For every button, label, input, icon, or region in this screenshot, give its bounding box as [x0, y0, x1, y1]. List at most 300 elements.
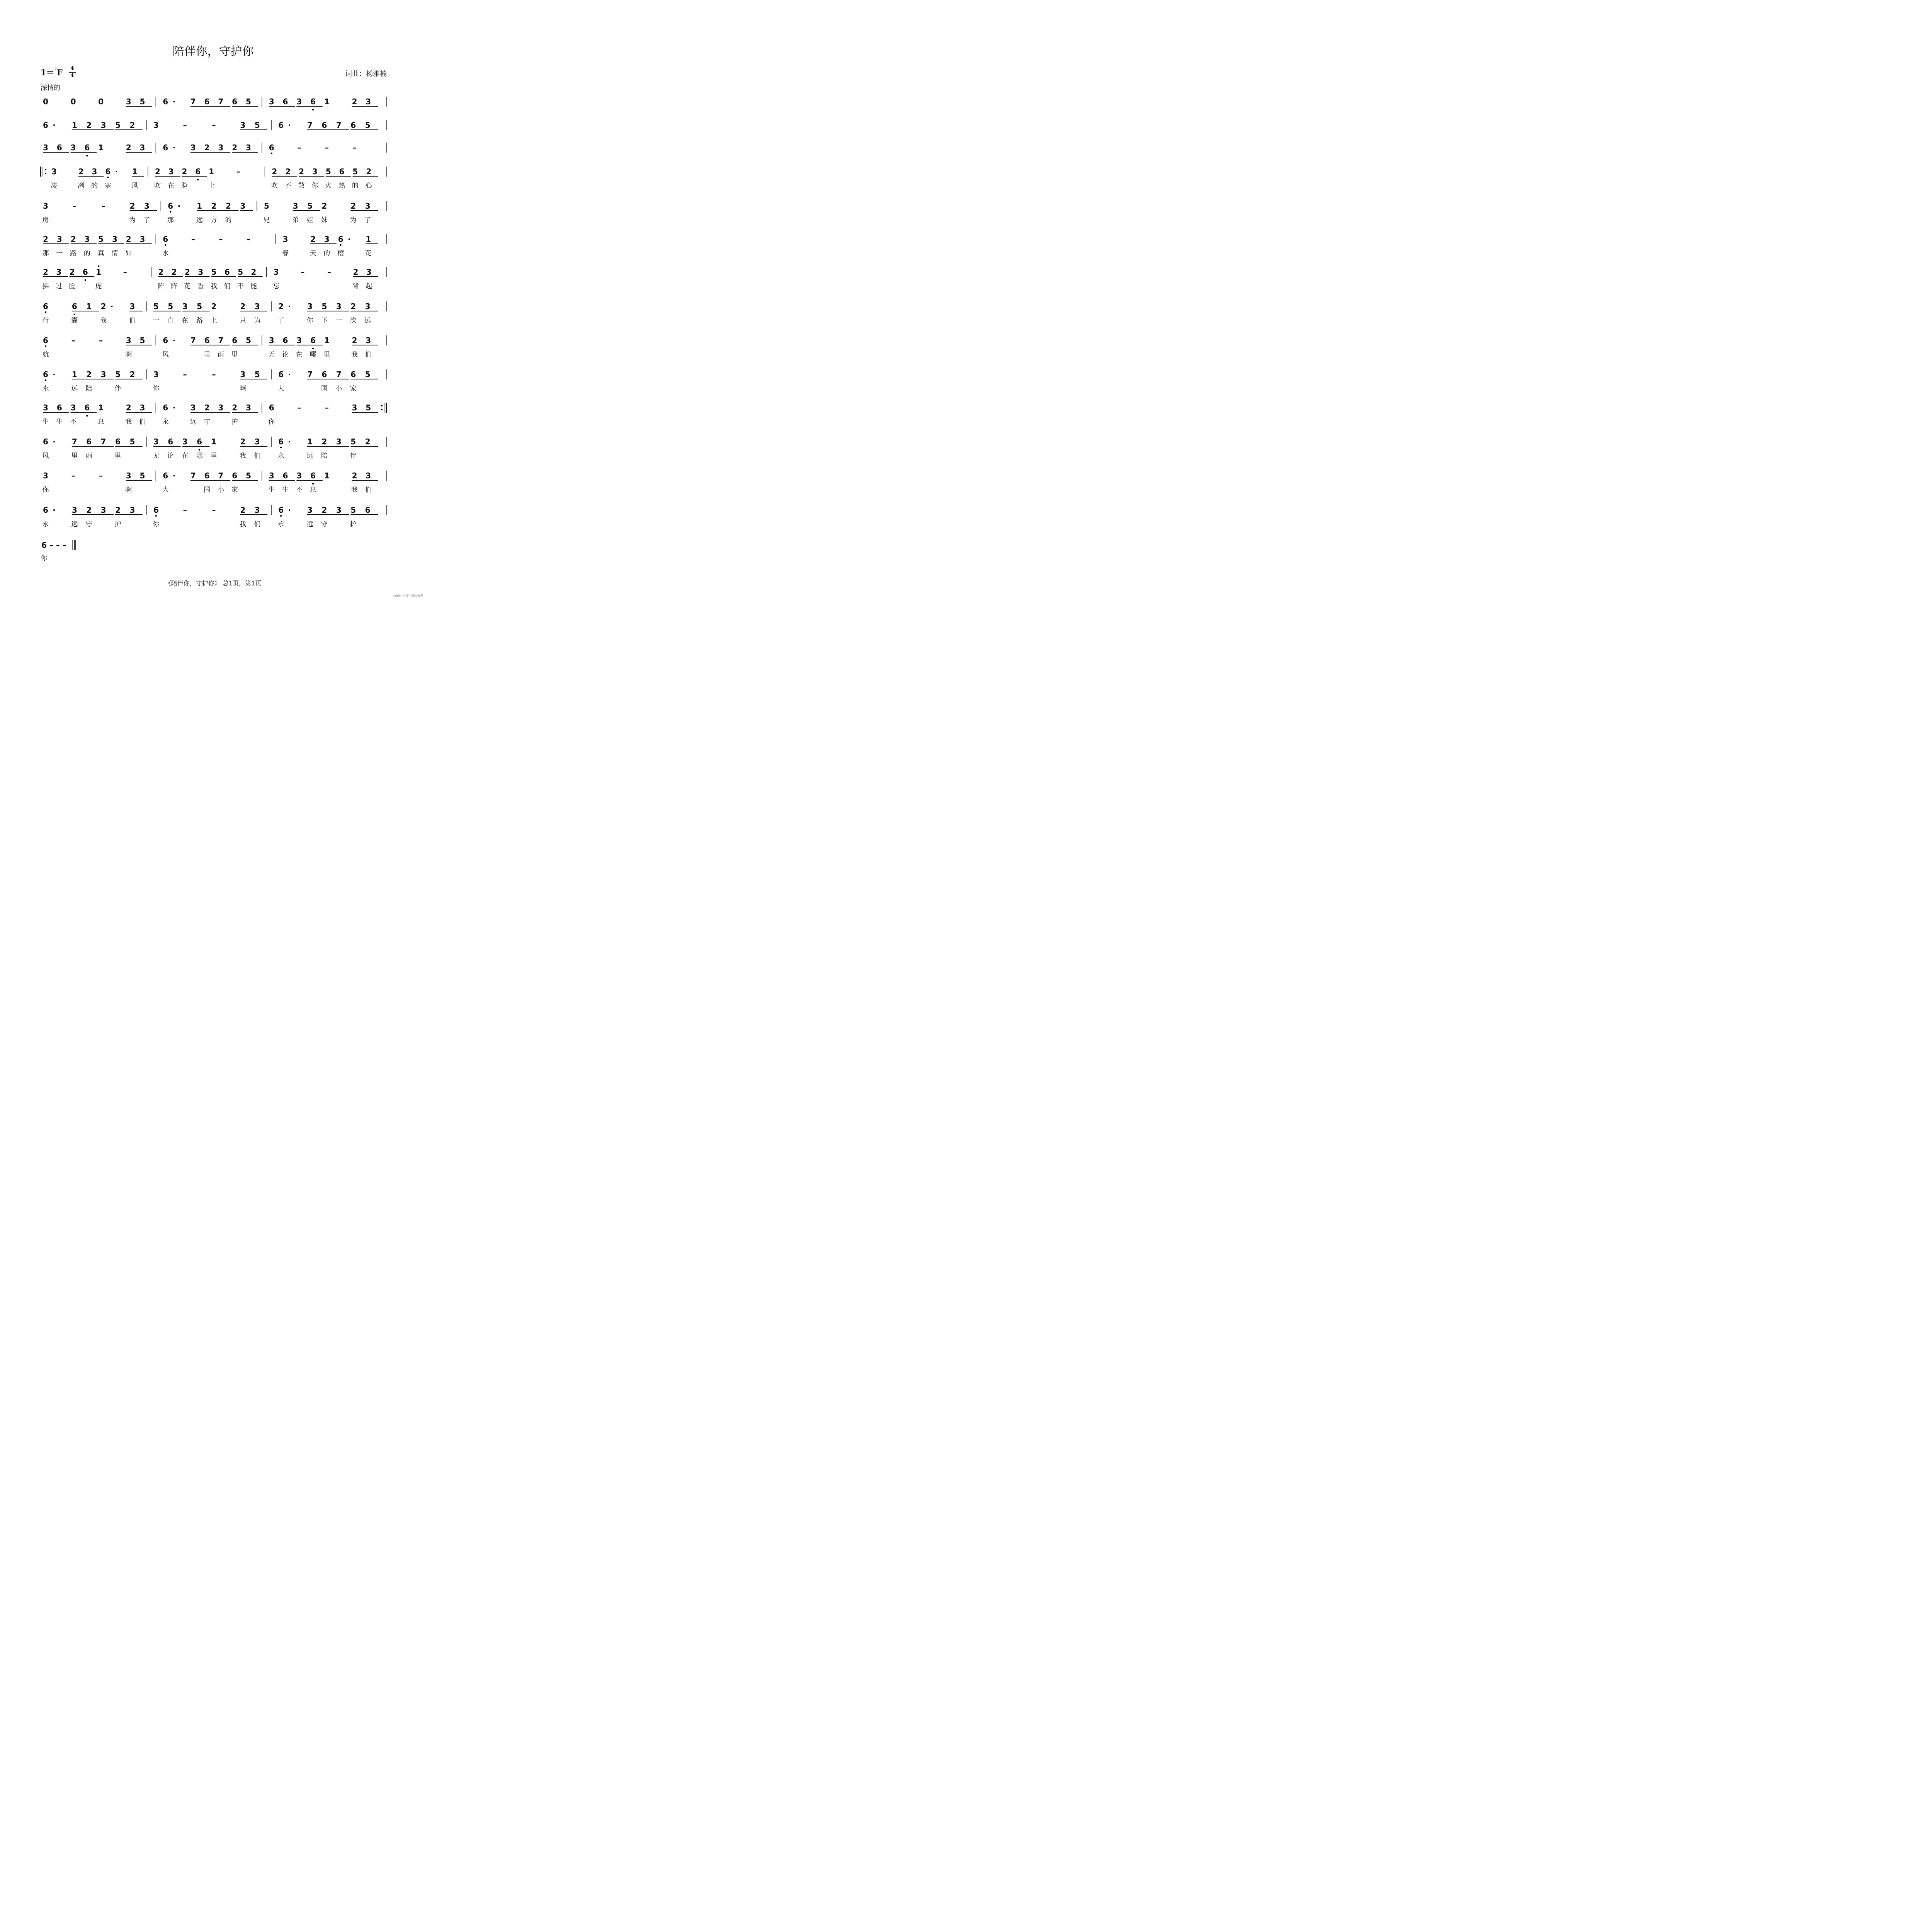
jianpu-note: 3 — [254, 302, 260, 311]
lyric-char: 国 — [204, 486, 211, 494]
jianpu-note: 6 — [204, 471, 210, 480]
jianpu-note: 7 — [190, 471, 196, 480]
augmentation-dot: · — [172, 471, 176, 480]
jianpu-note: 3 — [153, 121, 159, 130]
jianpu-note: 6 — [43, 505, 48, 515]
augmentation-dot: · — [288, 121, 291, 130]
lyric-char: 们 — [129, 317, 136, 325]
jianpu-note: 6 — [269, 403, 274, 412]
jianpu-note: 3 — [269, 471, 274, 480]
jianpu-note: 3 — [168, 167, 174, 176]
lyric-char: 热 — [338, 182, 345, 190]
jianpu-note: 3 — [324, 235, 330, 244]
lyric-char: 们 — [365, 351, 372, 359]
jianpu-note: 6 — [350, 370, 356, 379]
lyric-char: 守 — [321, 520, 328, 528]
augmentation-dot: · — [53, 370, 56, 379]
lyric-char: 们 — [254, 520, 261, 528]
jianpu-note: 2 — [100, 302, 106, 311]
lower-octave-dot — [340, 244, 341, 246]
dash-note: – — [327, 267, 331, 277]
lyric-char: 背 — [352, 282, 359, 290]
jianpu-note: 5 — [245, 97, 251, 106]
jianpu-note: 2 — [352, 336, 357, 345]
lyric-char: 花 — [184, 282, 191, 290]
lyric-char: 姐 — [306, 216, 313, 224]
jianpu-note: 5 — [254, 121, 260, 130]
repeat-dot — [45, 173, 46, 174]
jianpu-note: 2 — [352, 97, 357, 106]
numbered-notation-staff — [0, 0, 426, 568]
jianpu-note: 3 — [254, 437, 260, 446]
jianpu-note: 3 — [273, 267, 279, 277]
jianpu-note: 2 — [43, 235, 48, 244]
lyric-char: 阵 — [157, 282, 164, 290]
jianpu-note: 6 — [278, 121, 284, 130]
lower-octave-dot — [312, 109, 314, 111]
dash-note: – — [301, 267, 305, 277]
jianpu-note: 1 — [307, 437, 313, 446]
jianpu-note: 6 — [310, 97, 316, 106]
jianpu-note: 2 — [321, 201, 327, 211]
jianpu-note: 3 — [365, 302, 371, 311]
jianpu-note: 6 — [163, 403, 168, 412]
lyric-char: 春 — [282, 250, 289, 257]
jianpu-note: 1 — [324, 336, 330, 345]
jianpu-note: 5 — [129, 437, 135, 446]
lyric-char: 里 — [211, 452, 217, 460]
jianpu-note: 5 — [350, 437, 356, 446]
jianpu-note: 3 — [218, 403, 224, 412]
jianpu-note: 2 — [232, 143, 238, 152]
jianpu-note: 7 — [307, 121, 313, 130]
lyric-char: 樱 — [337, 250, 344, 257]
jianpu-note: 5 — [139, 97, 145, 106]
jianpu-note: 3 — [366, 471, 371, 480]
jianpu-note: 3 — [126, 471, 131, 480]
lyric-char: 我 — [239, 452, 246, 460]
jianpu-note: 5 — [139, 471, 145, 480]
jianpu-note: 2 — [126, 235, 131, 244]
lyric-char: 生 — [282, 486, 289, 494]
jianpu-note: 6 — [204, 336, 210, 345]
jianpu-note: 3 — [312, 167, 318, 176]
lyric-char: 弟 — [292, 216, 299, 224]
lyric-char: 护 — [350, 520, 357, 528]
lyric-char: 一 — [335, 317, 342, 325]
dash-note: – — [183, 505, 187, 515]
lower-octave-dot — [165, 244, 166, 246]
jianpu-note: 3 — [190, 403, 196, 412]
jianpu-note: 6 — [43, 437, 48, 446]
lyric-char: 吹 — [271, 182, 278, 190]
lyric-char: 那 — [42, 250, 49, 257]
lyric-char: 里 — [231, 351, 238, 359]
jianpu-note: 3 — [366, 336, 371, 345]
dash-note: – — [71, 471, 75, 480]
jianpu-note: 2 — [129, 201, 135, 211]
jianpu-note: 6 — [282, 97, 288, 106]
jianpu-note: 3 — [182, 302, 188, 311]
jianpu-note: 2 — [321, 437, 327, 446]
lyric-char: 不 — [237, 282, 244, 290]
jianpu-note: 3 — [245, 403, 251, 412]
jianpu-note: 6 — [232, 97, 238, 106]
augmentation-dot: · — [172, 143, 176, 152]
dash-note: – — [352, 143, 357, 152]
lyric-char: 脸 — [181, 182, 188, 190]
jianpu-note: 7 — [218, 97, 224, 106]
dash-note: – — [212, 121, 216, 130]
jianpu-note: 5 — [115, 121, 121, 130]
lyric-char: 我 — [351, 486, 358, 494]
jianpu-note: 3 — [126, 97, 131, 106]
dash-note: – — [325, 403, 329, 412]
jianpu-note: 6 — [84, 143, 90, 152]
jianpu-note: 3 — [282, 235, 288, 244]
jianpu-note: 5 — [365, 121, 371, 130]
jianpu-note: 2 — [115, 505, 121, 515]
jianpu-note: 3 — [43, 471, 48, 480]
jianpu-note: 6 — [168, 201, 173, 211]
meter-bottom: 4 — [70, 73, 74, 79]
lower-octave-dot — [199, 449, 200, 451]
lyric-char: 永 — [42, 385, 49, 393]
lyric-char: 你 — [268, 418, 275, 426]
jianpu-note: 3 — [198, 267, 204, 277]
lyric-char: 远 — [306, 520, 313, 528]
jianpu-note: 3 — [182, 437, 188, 446]
augmentation-dot: · — [53, 437, 56, 446]
lyric-char: 小 — [217, 486, 224, 494]
lyric-char: 护 — [114, 520, 121, 528]
lyric-char: 在 — [296, 351, 303, 359]
lower-octave-dot — [45, 311, 46, 313]
jianpu-note: 2 — [365, 437, 371, 446]
lyric-char: 路 — [196, 317, 203, 325]
jianpu-note: 6 — [163, 471, 168, 480]
lyric-char: 论 — [282, 351, 289, 359]
jianpu-note: 2 — [43, 267, 48, 277]
lyric-char: 过 — [55, 282, 62, 290]
jianpu-note: 2 — [240, 437, 246, 446]
jianpu-note: 3 — [129, 302, 135, 311]
final-measure-notes: 6 – – – — [41, 541, 66, 550]
lyric-char: 你 — [311, 182, 318, 190]
jianpu-note: 3 — [296, 471, 302, 480]
lyric-char: 天 — [310, 250, 316, 257]
lyric-char: 你 — [153, 520, 160, 528]
lyric-char: 大 — [277, 385, 284, 393]
lyric-char: 远 — [364, 317, 371, 325]
jianpu-note: 6 — [232, 336, 238, 345]
lyric-char: 囊 — [71, 317, 78, 325]
jianpu-note: 3 — [56, 267, 62, 277]
jianpu-note: 3 — [100, 121, 106, 130]
jianpu-note: 2 — [366, 167, 372, 176]
jianpu-note: 3 — [139, 235, 145, 244]
lyric-char: 行 — [42, 317, 49, 325]
lyric-char: 直 — [167, 317, 174, 325]
lyric-char: 陪 — [321, 452, 328, 460]
jianpu-note: 2 — [204, 143, 210, 152]
lyric-char: 了 — [277, 317, 284, 325]
jianpu-note: 2 — [158, 267, 164, 277]
jianpu-note: 3 — [126, 336, 131, 345]
jianpu-note: 5 — [365, 370, 371, 379]
jianpu-note: 3 — [129, 505, 135, 515]
jianpu-note: 2 — [129, 370, 135, 379]
jianpu-note: 2 — [285, 167, 291, 176]
lyric-char: 为 — [129, 216, 136, 224]
lower-octave-dot — [45, 379, 46, 381]
jianpu-note: 6 — [163, 336, 168, 345]
lyric-char: 们 — [224, 282, 231, 290]
meter-top: 4 — [70, 65, 74, 71]
repeat-dot — [381, 409, 383, 410]
lyric-char: 房 — [42, 216, 49, 224]
lower-octave-dot — [280, 447, 282, 448]
dash-note: – — [191, 235, 195, 244]
lyric-char: 永 — [277, 520, 284, 528]
jianpu-note: 6 — [310, 471, 316, 480]
jianpu-note: 7 — [336, 370, 342, 379]
lyric-char: 雨 — [85, 452, 92, 460]
lower-octave-dot — [86, 415, 88, 417]
lyric-char: 心 — [365, 182, 372, 190]
lyric-char: 真 — [97, 250, 104, 257]
lyric-char: 国 — [321, 385, 328, 393]
jianpu-note: 3 — [336, 437, 342, 446]
lyric-char: 兄 — [263, 216, 270, 224]
jianpu-note: 6 — [56, 143, 62, 152]
jianpu-note: 7 — [100, 437, 106, 446]
lyric-char: 下 — [321, 317, 328, 325]
jianpu-note: 6 — [105, 167, 111, 176]
page-footer: 《陪伴你，守护你》 总1页，第1页 — [165, 580, 262, 587]
jianpu-note: 6 — [43, 370, 48, 379]
jianpu-note: 6 — [282, 471, 288, 480]
jianpu-note: 1 — [366, 235, 371, 244]
lyric-char: 你 — [306, 317, 313, 325]
lyric-char: 花 — [365, 250, 372, 257]
jianpu-note: 6 — [338, 235, 344, 244]
dash-note: – — [183, 370, 187, 379]
tempo-marking: 深情的 — [41, 84, 60, 92]
jianpu-note: 6 — [195, 167, 201, 176]
jianpu-note: 3 — [296, 336, 302, 345]
repeat-dot — [45, 169, 46, 170]
jianpu-note: 2 — [353, 267, 359, 277]
lyric-char: 方 — [211, 216, 217, 224]
jianpu-note: 5 — [254, 370, 260, 379]
jianpu-note: 3 — [92, 167, 97, 176]
lyric-char: 的 — [225, 216, 232, 224]
jianpu-note: 1 — [98, 143, 104, 152]
lyric-char: 的 — [352, 182, 359, 190]
jianpu-note: 3 — [307, 505, 313, 515]
lyric-char: 里 — [114, 452, 121, 460]
jianpu-note: 6 — [153, 505, 159, 515]
lyric-char: 啊 — [125, 351, 132, 359]
lyric-char: 里 — [323, 351, 330, 359]
dash-note: – — [325, 143, 329, 152]
lyric-char: 凌 — [51, 182, 58, 190]
jianpu-note: 1 — [211, 437, 217, 446]
lower-octave-dot — [271, 153, 272, 154]
dash-note: – — [183, 121, 187, 130]
jianpu-note: 3 — [100, 505, 106, 515]
jianpu-note: 6 — [310, 336, 316, 345]
lower-octave-dot — [86, 155, 88, 156]
jianpu-note: 2 — [155, 167, 160, 176]
lyric-char: 情 — [111, 250, 118, 257]
lyric-char: 永 — [42, 520, 49, 528]
lyric-char: 们 — [139, 418, 146, 426]
jianpu-note: 5 — [325, 167, 331, 176]
jianpu-note: 3 — [218, 143, 224, 152]
jianpu-note: 2 — [171, 267, 177, 277]
jianpu-note: 7 — [71, 437, 77, 446]
lyric-char: 了 — [143, 216, 150, 224]
lyric-char: 家 — [231, 486, 238, 494]
jianpu-note: 2 — [240, 302, 246, 311]
jianpu-note: 3 — [139, 143, 145, 152]
jianpu-note: 3 — [56, 235, 62, 244]
jianpu-note: 6 — [350, 121, 356, 130]
lyric-char: 为 — [254, 317, 261, 325]
jianpu-note: 3 — [254, 505, 260, 515]
lyric-char: 息 — [97, 418, 104, 426]
augmentation-dot: · — [53, 121, 56, 130]
jianpu-note: 3 — [293, 201, 298, 211]
lyric-char: 生 — [56, 418, 63, 426]
augmentation-dot: · — [110, 302, 114, 311]
jianpu-note: 2 — [352, 471, 357, 480]
lyric-char: 不 — [284, 182, 291, 190]
jianpu-note: 7 — [218, 336, 224, 345]
lyric-char: 永 — [277, 452, 284, 460]
lyric-char: 我 — [100, 317, 107, 325]
lyric-char: 生 — [268, 486, 275, 494]
jianpu-note: 5 — [197, 302, 202, 311]
jianpu-note: 1 — [197, 201, 202, 211]
jianpu-note: 3 — [336, 505, 342, 515]
lyric-char: 哪 — [196, 452, 203, 460]
jianpu-note: 6 — [232, 471, 238, 480]
lyric-char: 不 — [70, 418, 77, 426]
jianpu-note: 1 — [324, 97, 330, 106]
jianpu-note: 2 — [126, 403, 131, 412]
dash-note: – — [212, 505, 216, 515]
jianpu-note: 2 — [204, 403, 210, 412]
jianpu-note: 5 — [153, 302, 159, 311]
augmentation-dot: · — [172, 97, 176, 106]
jianpu-note: 2 — [299, 167, 304, 176]
augmentation-dot: · — [288, 370, 291, 379]
jianpu-note: 3 — [365, 201, 371, 211]
lyric-char: 路 — [70, 250, 77, 257]
lyric-char: 我 — [239, 520, 246, 528]
lyric-char: 风 — [42, 452, 49, 460]
lower-octave-dot — [45, 345, 46, 347]
watermark: 本曲谱上传于 中国曲谱网 — [392, 594, 423, 597]
jianpu-note: 2 — [182, 167, 187, 176]
jianpu-note: 5 — [245, 471, 251, 480]
lyric-char: 的 — [323, 250, 330, 257]
jianpu-note: 6 — [115, 437, 121, 446]
jianpu-note: 2 — [321, 505, 327, 515]
augmentation-dot: · — [288, 505, 291, 515]
lyric-char: 风 — [162, 351, 169, 359]
jianpu-note: 6 — [321, 121, 327, 130]
jianpu-note: 5 — [168, 302, 173, 311]
lyric-char: 航 — [42, 351, 49, 359]
lyric-char: 阵 — [171, 282, 178, 290]
jianpu-note: 3 — [366, 97, 371, 106]
dash-note: – — [123, 267, 127, 277]
lower-octave-dot — [197, 179, 199, 180]
jianpu-note: 5 — [264, 201, 269, 211]
lyric-char: 上 — [211, 317, 217, 325]
lyric-char: 伴 — [114, 385, 121, 393]
jianpu-note: 3 — [71, 505, 77, 515]
jianpu-note: 7 — [190, 336, 196, 345]
jianpu-note: 3 — [43, 143, 48, 152]
jianpu-note: 5 — [211, 267, 217, 277]
lyric-char: 那 — [167, 216, 174, 224]
lower-octave-dot — [107, 177, 109, 178]
jianpu-note: 6 — [43, 336, 48, 345]
jianpu-note: 5 — [98, 235, 104, 244]
lyric-char: 哪 — [310, 351, 316, 359]
jianpu-note: 5 — [350, 505, 356, 515]
jianpu-note: 2 — [78, 167, 84, 176]
jianpu-note: 2 — [350, 201, 356, 211]
dash-note: – — [99, 471, 103, 480]
jianpu-note: 3 — [240, 370, 246, 379]
lyric-char: 忘 — [273, 282, 280, 290]
jianpu-note: 3 — [245, 143, 251, 152]
jianpu-note: 3 — [112, 235, 117, 244]
jianpu-note: 6 — [86, 437, 92, 446]
lyric-char: 能 — [250, 282, 257, 290]
lyric-char: 远 — [196, 216, 203, 224]
jianpu-note: 2 — [86, 505, 92, 515]
jianpu-note: 3 — [43, 201, 48, 211]
lyric-char: 我 — [351, 351, 358, 359]
jianpu-note: 1 — [86, 302, 92, 311]
jianpu-note: 3 — [336, 302, 342, 311]
lyric-char: 我 — [125, 418, 132, 426]
jianpu-note: 0 — [98, 97, 104, 106]
lyric-char: 陪 — [85, 385, 92, 393]
lyric-char: 妹 — [321, 216, 328, 224]
dash-note: – — [219, 235, 223, 244]
dash-note: – — [236, 167, 240, 176]
lyric-char: 生 — [42, 418, 49, 426]
jianpu-note: 2 — [251, 267, 257, 277]
jianpu-note: 3 — [144, 201, 150, 211]
lyric-char: 不 — [296, 486, 303, 494]
lyric-char: 守 — [85, 520, 92, 528]
lyric-char: 脸 — [69, 282, 76, 290]
dash-note: – — [212, 370, 216, 379]
lyric-char: 一 — [153, 317, 160, 325]
jianpu-note: 5 — [245, 336, 251, 345]
jianpu-note: 2 — [86, 121, 92, 130]
lyric-char: 护 — [231, 418, 238, 426]
